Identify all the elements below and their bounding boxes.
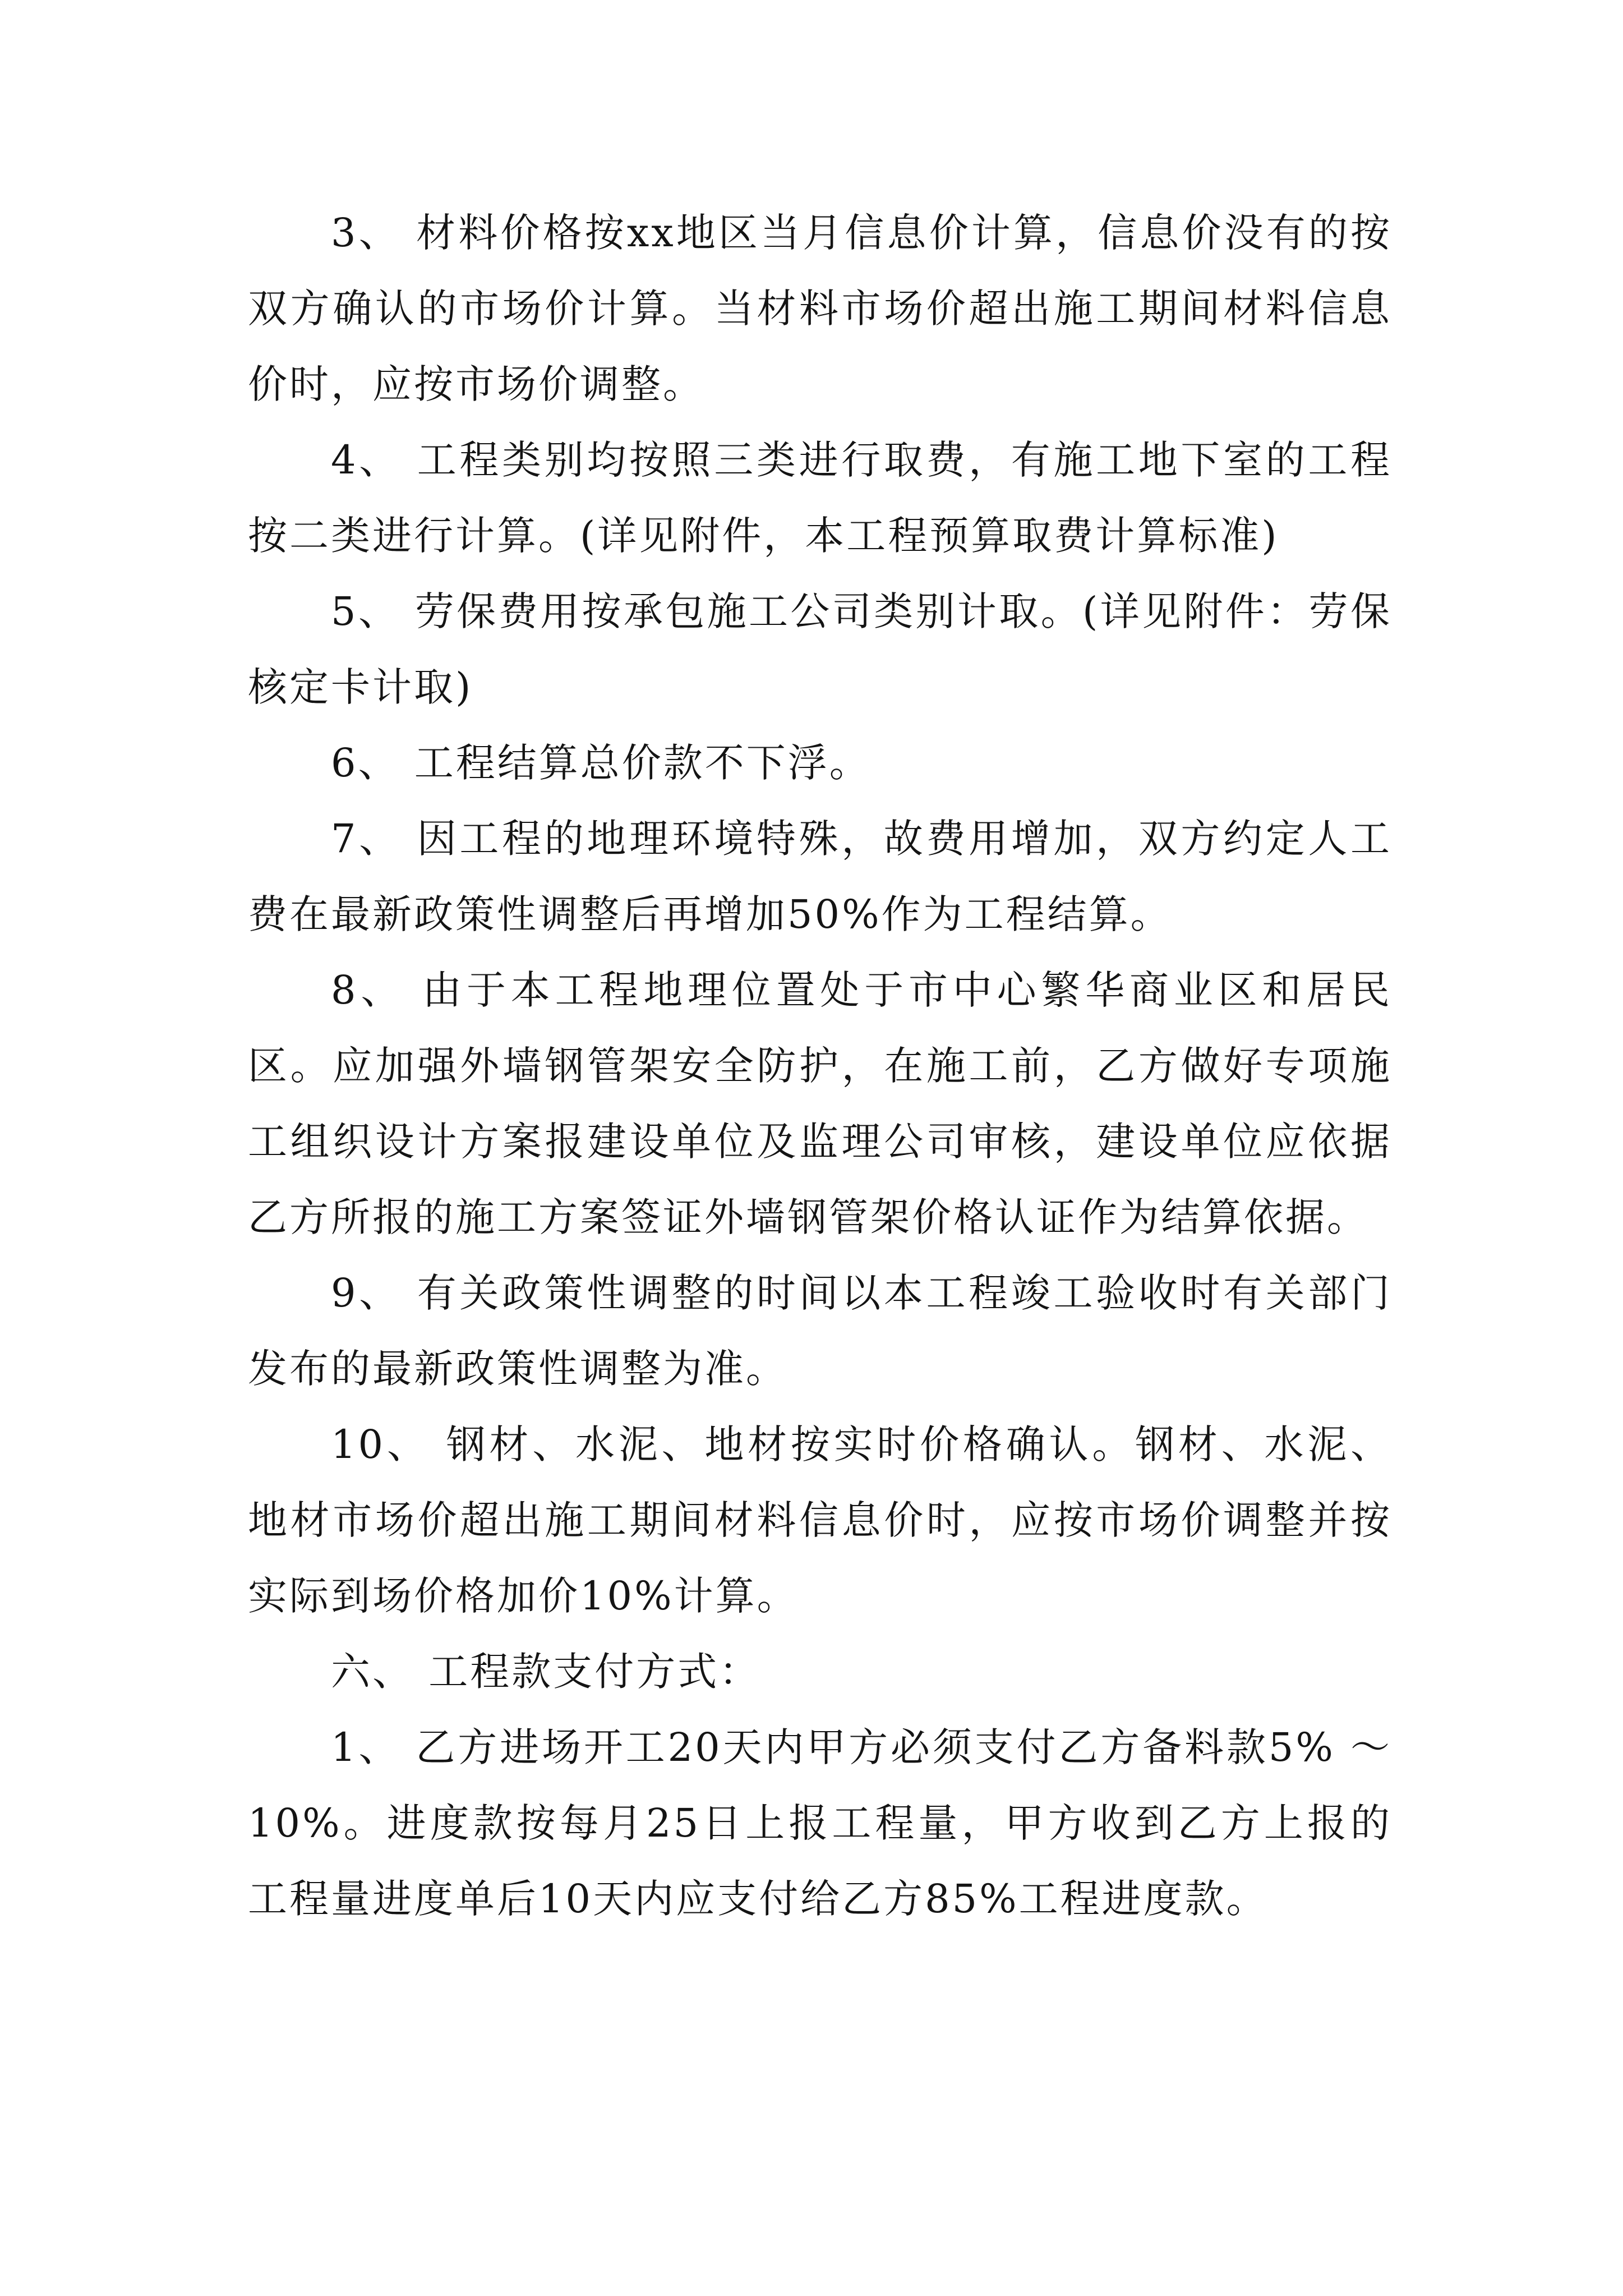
clause-9-policy-adjustment: 9、 有关政策性调整的时间以本工程竣工验收时有关部门发布的最新政策性调整为准。 [248, 1270, 1392, 1392]
clause-6-settlement-price: 6、 工程结算总价款不下浮。 [331, 740, 871, 786]
payment-clause-1: 1、 乙方进场开工20天内甲方必须支付乙方备料款5% ～10%。进度款按每月25日上报工程量，甲方收到乙方上报的工程量进度单后10天内应支付给乙方85%工程进度款。 [248, 1724, 1392, 1922]
clause-8-scaffold-safety: 8、 由于本工程地理位置处于市中心繁华商业区和居民区。应加强外墙钢管架安全防护，在施工前，乙方做好专项施工组织设计方案报建设单位及监理公司审核，建设单位应依据乙方所报的施工方案签证外墙钢管架价格认证作为结算依据。 [248, 967, 1392, 1240]
section-6-heading: 六、 工程款支付方式： [331, 1649, 761, 1695]
clause-3-material-price: 3、 材料价格按xx地区当月信息价计算，信息价没有的按双方确认的市场价计算。当材料市场价超出施工期间材料信息价时，应按市场价调整。 [248, 210, 1392, 407]
clause-5-labor-insurance: 5、 劳保费用按承包施工公司类别计取。(详见附件：劳保核定卡计取) [248, 588, 1392, 710]
document-body [248, 195, 1392, 1937]
clause-7-labor-cost: 7、 因工程的地理环境特殊，故费用增加，双方约定人工费在最新政策性调整后再增加50%作为工程结算。 [248, 816, 1392, 937]
clause-10-materials: 10、 钢材、水泥、地材按实时价格确认。钢材、水泥、地材市场价超出施工期间材料信息价时，应按市场价调整并按实际到场价格加价10%计算。 [248, 1421, 1392, 1619]
clause-4-project-category: 4、 工程类别均按照三类进行取费，有施工地下室的工程按二类进行计算。(详见附件，本工程预算取费计算标准) [248, 437, 1392, 559]
